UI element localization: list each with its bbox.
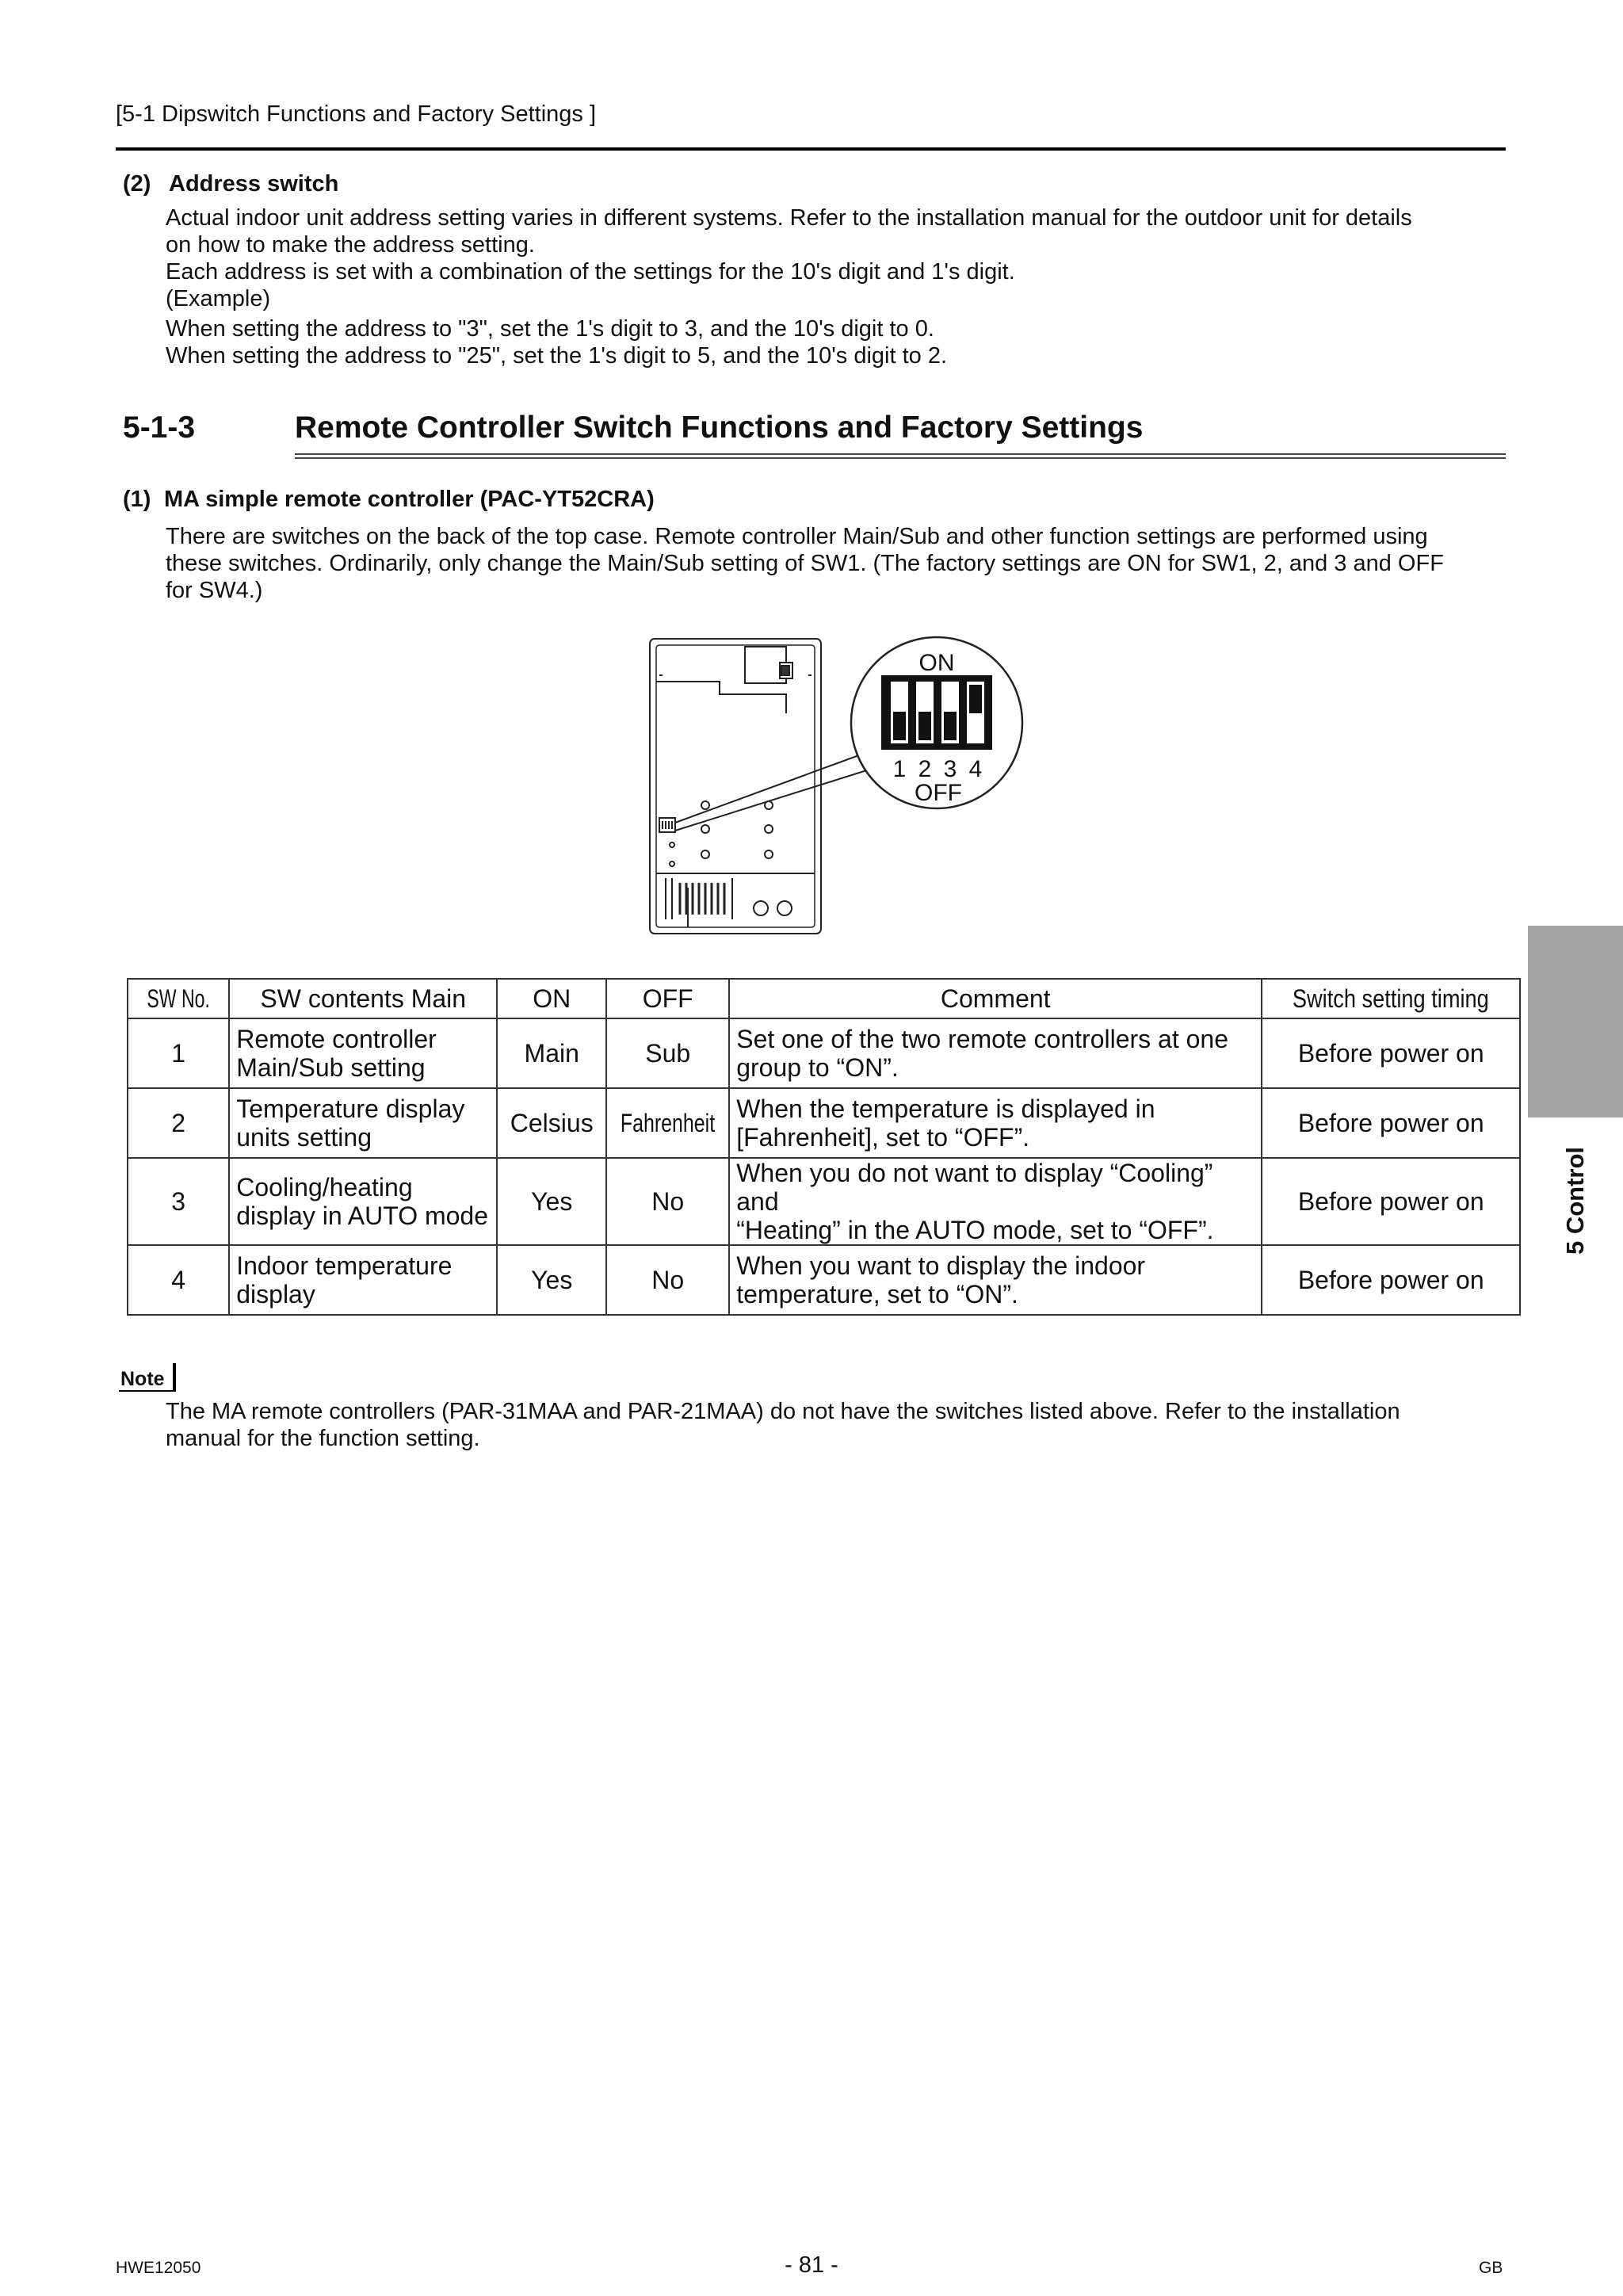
timing: Before power on [1262, 1158, 1520, 1245]
remote-controller-diagram [634, 626, 1046, 943]
note-marker-bar [173, 1363, 176, 1392]
address-switch-title: Address switch [169, 171, 339, 197]
note-label: Note [120, 1368, 165, 1390]
page-number: - 81 - [785, 2252, 838, 2278]
address-line: When setting the address to "3", set the 1's digit to 3, and the 10's digit to 0. [166, 316, 934, 342]
comment: Set one of the two remote controllers at one group to “ON”. [729, 1018, 1262, 1088]
sw-number: 1 [128, 1018, 229, 1088]
off-value: No [606, 1245, 729, 1315]
ma-simple-line: for SW4.) [166, 578, 263, 603]
sw-number: 3 [128, 1158, 229, 1245]
controller-case [650, 639, 821, 934]
section-number: 5-1-3 [123, 411, 196, 445]
ma-simple-line: There are switches on the back of the top case. Remote controller Main/Sub and other function settings are performed using [166, 524, 1428, 549]
chapter-side-tab [1528, 926, 1623, 1117]
on-value: Yes [497, 1245, 606, 1315]
table-header-row [128, 979, 1520, 1018]
section-rule [295, 453, 1506, 455]
address-line: Actual indoor unit address setting varies in different systems. Refer to the installation manual for the outdoor unit for details [166, 205, 1412, 231]
ma-simple-number: (1) [123, 487, 151, 512]
column-header: Switch setting timing [1262, 979, 1520, 1018]
sw-contents: Cooling/heating display in AUTO mode [229, 1158, 497, 1245]
section-rule [295, 457, 1506, 459]
sw-contents: Remote controller Main/Sub setting [229, 1018, 497, 1088]
comment: When the temperature is displayed in [Fahrenheit], set to “OFF”. [729, 1088, 1262, 1158]
timing: Before power on [1262, 1088, 1520, 1158]
off-value: Fahrenheit [606, 1088, 729, 1158]
table-row [128, 1158, 1520, 1245]
address-line: Each address is set with a combination of the settings for the 10's digit and 1's digit. [166, 259, 1015, 285]
address-switch-heading [123, 171, 338, 197]
doc-code: HWE12050 [116, 2259, 201, 2277]
note-line: The MA remote controllers (PAR-31MAA and PAR-21MAA) do not have the switches listed above. Refer to the installation [166, 1399, 1400, 1424]
note-marker-underline [119, 1390, 176, 1392]
ma-simple-heading [123, 487, 655, 513]
sw-number: 4 [128, 1245, 229, 1315]
column-header: SW contents Main [229, 979, 497, 1018]
sw-contents: Temperature display units setting [229, 1088, 497, 1158]
column-header: SW No. [128, 979, 229, 1018]
ma-simple-line: these switches. Ordinarily, only change the Main/Sub setting of SW1. (The factory settings are ON for SW1, 2, and 3 and OFF [166, 551, 1444, 576]
region-code: GB [1479, 2259, 1503, 2277]
sw-number: 2 [128, 1088, 229, 1158]
on-value: Celsius [497, 1088, 606, 1158]
section-title: Remote Controller Switch Functions and Factory Settings [295, 411, 1144, 445]
sw-contents: Indoor temperature display [229, 1245, 497, 1315]
table-row [128, 1018, 1520, 1088]
column-header: ON [497, 979, 606, 1018]
off-value: Sub [606, 1018, 729, 1088]
address-line: on how to make the address setting. [166, 232, 535, 258]
column-header: OFF [606, 979, 729, 1018]
comment: When you want to display the indoor temperature, set to “ON”. [729, 1245, 1262, 1315]
address-line: When setting the address to "25", set the 1's digit to 5, and the 10's digit to 2. [166, 343, 948, 369]
dip-on-label: ON [918, 650, 955, 676]
timing: Before power on [1262, 1245, 1520, 1315]
address-switch-number: (2) [123, 171, 151, 197]
chapter-side-label: 5 Control [1561, 1146, 1589, 1255]
ma-simple-title: MA simple remote controller (PAC-YT52CRA) [164, 487, 655, 512]
note-line: manual for the function setting. [166, 1426, 480, 1451]
ma-simple-body [166, 523, 1505, 604]
table-row [128, 1245, 1520, 1315]
on-value: Yes [497, 1158, 606, 1245]
header-rule [116, 147, 1506, 151]
timing: Before power on [1262, 1018, 1520, 1088]
address-line: (Example) [166, 286, 271, 311]
dip-off-label: OFF [915, 780, 962, 806]
on-value: Main [497, 1018, 606, 1088]
breadcrumb: [5-1 Dipswitch Functions and Factory Settings ] [116, 101, 597, 127]
dip-number: 4 [968, 756, 983, 782]
column-header: Comment [729, 979, 1262, 1018]
address-switch-body [166, 204, 1505, 369]
comment: When you do not want to display “Cooling” and “Heating” in the AUTO mode, set to “OFF”. [729, 1158, 1262, 1245]
dip-number: 3 [943, 756, 957, 782]
connector-pins [680, 883, 724, 915]
note-body [166, 1398, 1505, 1452]
dip-number: 2 [918, 756, 932, 782]
switch-settings-table [127, 978, 1521, 1316]
dip-number: 1 [892, 756, 907, 782]
off-value: No [606, 1158, 729, 1245]
table-row [128, 1088, 1520, 1158]
